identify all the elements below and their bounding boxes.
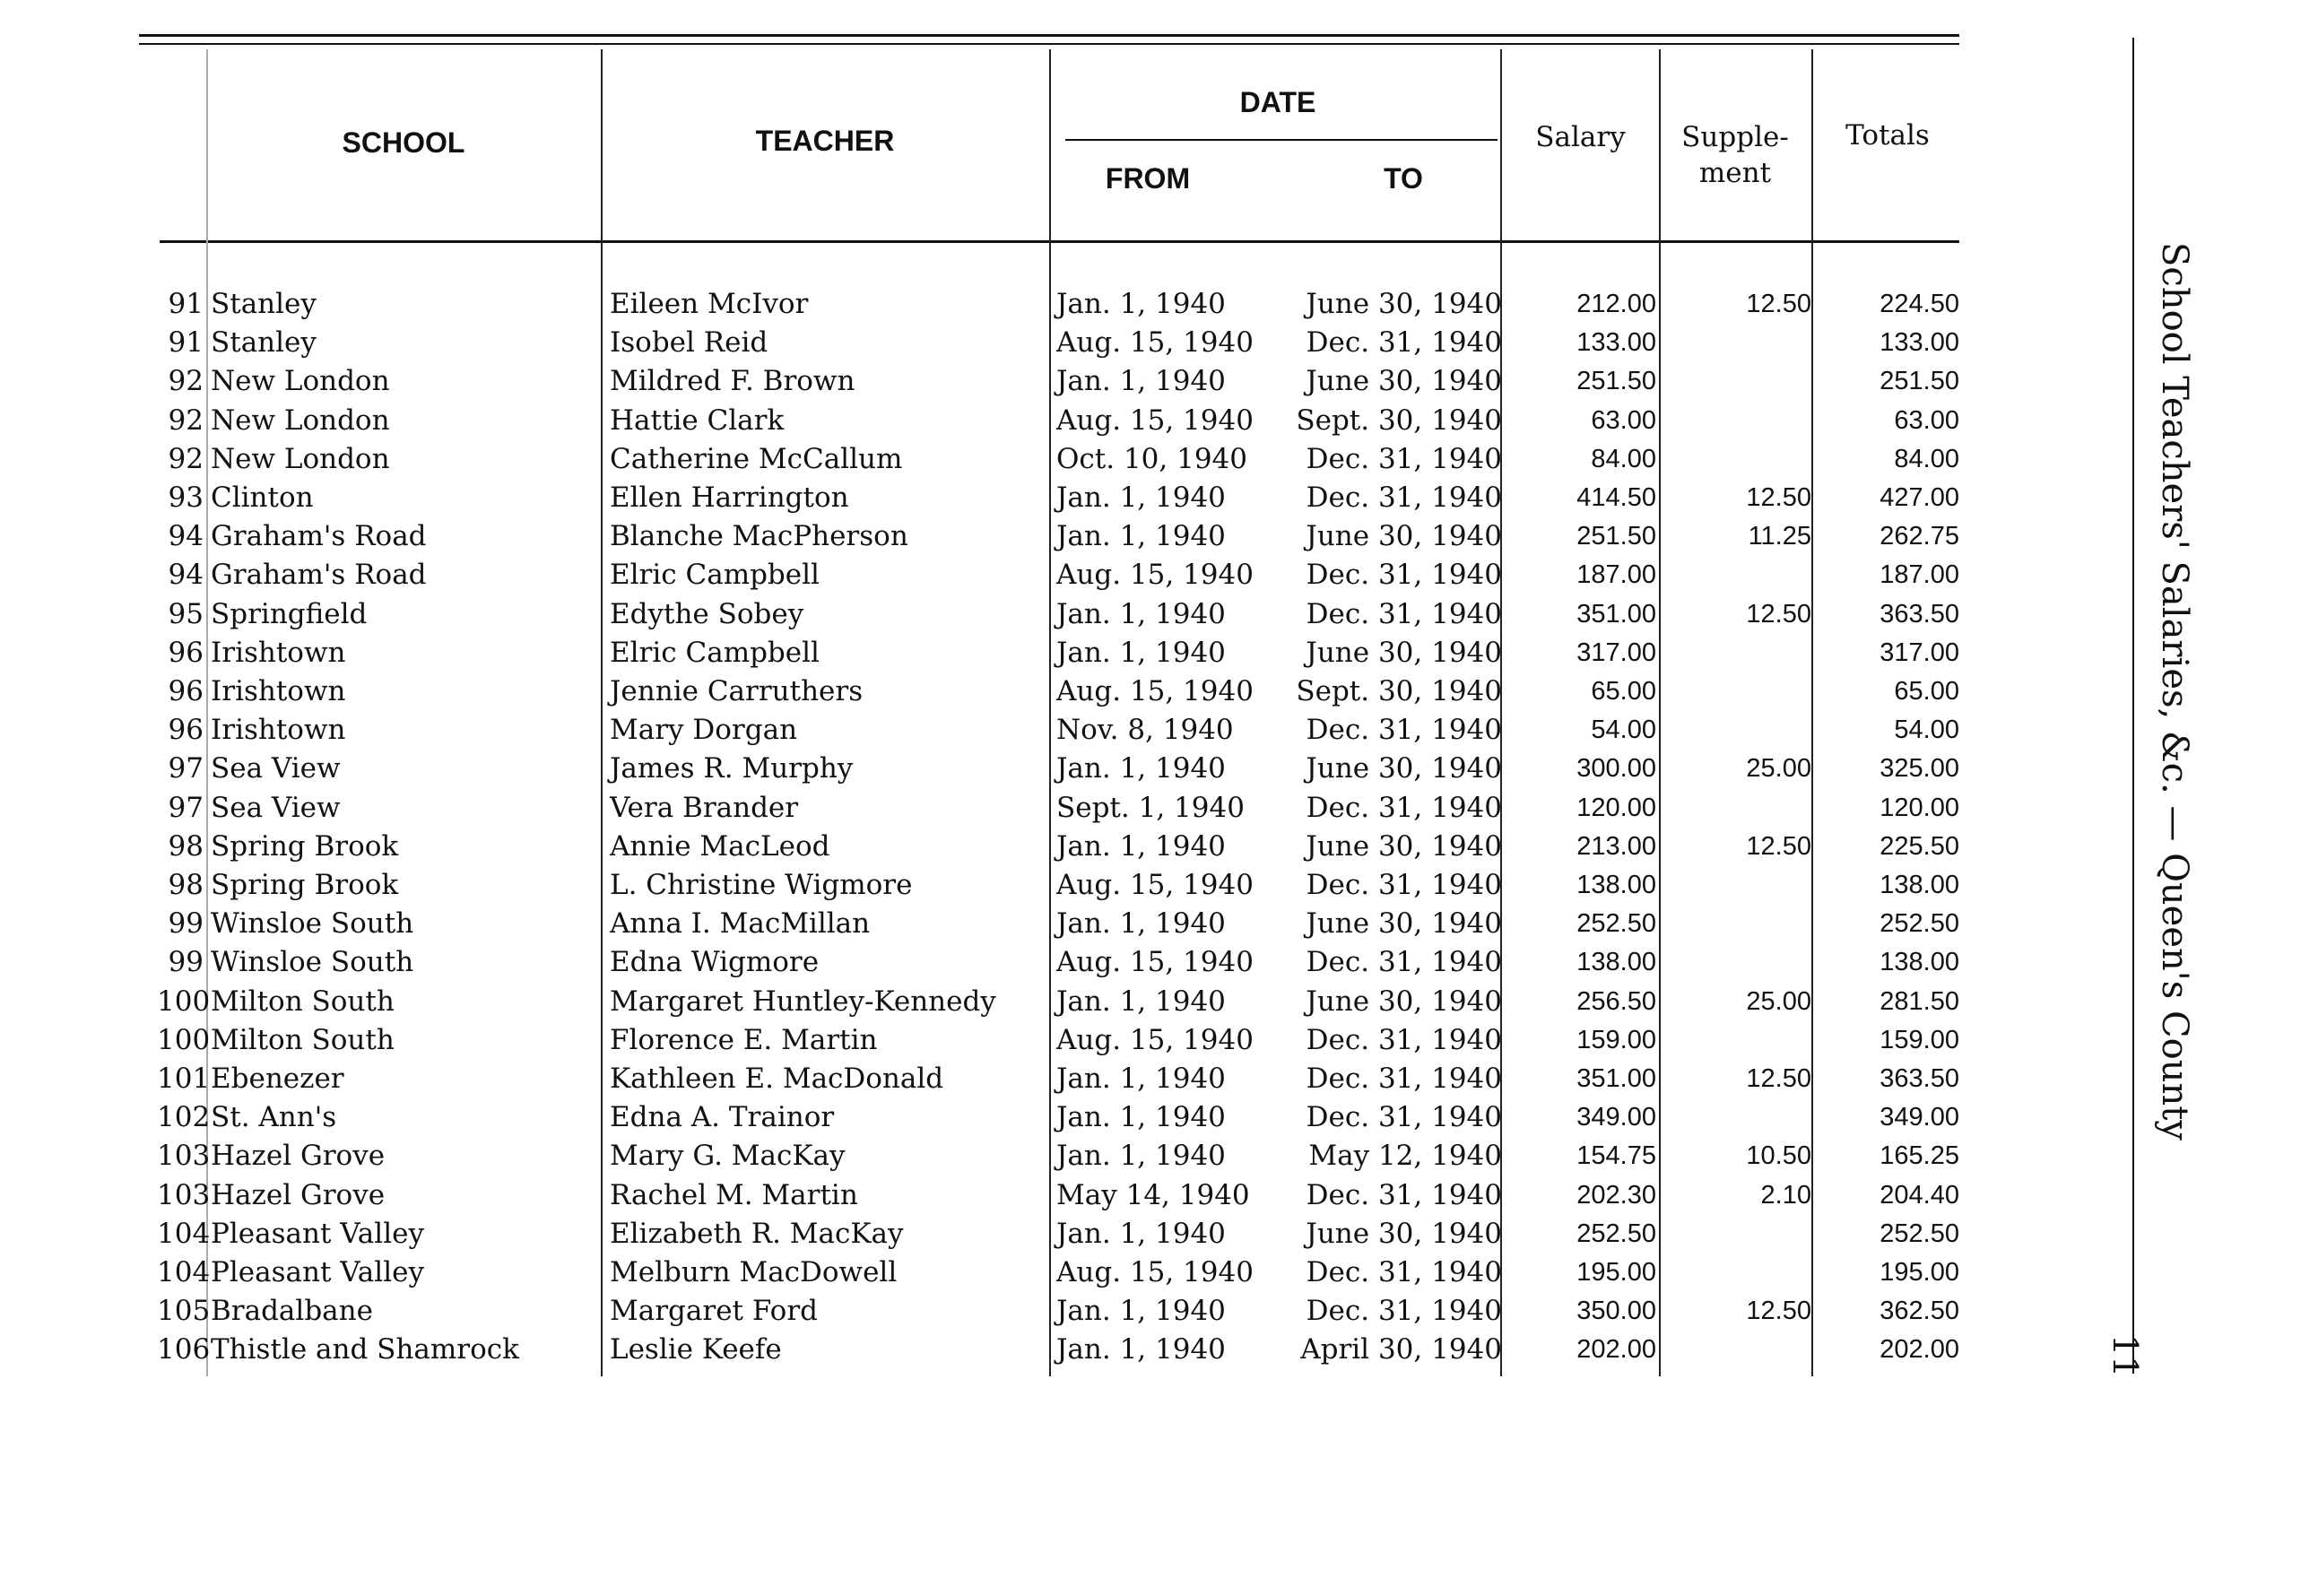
supplement-value (1670, 1253, 1811, 1292)
date-from: Jan. 1, 1940 (1056, 1333, 1226, 1366)
supplement-value: 10.50 (1746, 1141, 1811, 1171)
supplement-value (1670, 943, 1811, 982)
table-row (0, 1253, 1973, 1292)
supplement-value: 12.50 (1746, 1297, 1811, 1326)
row-number: 96 (168, 714, 204, 747)
date-to: Dec. 31, 1940 (1306, 442, 1502, 475)
supplement-value (1670, 1215, 1811, 1253)
date-from: Nov. 8, 1940 (1056, 714, 1234, 747)
table-row (0, 324, 1973, 362)
school-name: Spring Brook (211, 829, 399, 863)
date-to: Dec. 31, 1940 (1306, 1063, 1502, 1095)
teacher-name: Elric Campbell (610, 559, 820, 592)
header-supplement-line2: ment (1698, 157, 1772, 189)
salary-value: 65.00 (1591, 677, 1656, 706)
supplement-value (1670, 440, 1811, 479)
date-from: Aug. 15, 1940 (1056, 675, 1254, 707)
supplement-value (1670, 866, 1811, 905)
date-from: Jan. 1, 1940 (1056, 984, 1226, 1018)
table-row (0, 1176, 1973, 1215)
teacher-name: Florence E. Martin (610, 1023, 878, 1056)
row-number: 92 (168, 442, 204, 475)
date-from: Aug. 15, 1940 (1056, 1023, 1254, 1056)
teacher-name: Hattie Clark (610, 403, 785, 437)
supplement-value: 11.25 (1748, 522, 1811, 551)
supplement-value (1670, 556, 1811, 594)
salary-value: 256.50 (1576, 986, 1656, 1016)
school-name: Winsloe South (211, 946, 414, 979)
table-row (0, 479, 1973, 517)
total-value: 325.00 (1880, 754, 1959, 784)
table-row (0, 1021, 1973, 1060)
date-from: Aug. 15, 1940 (1056, 326, 1254, 360)
table-row (0, 789, 1973, 828)
total-value: 165.25 (1880, 1141, 1959, 1171)
table-row (0, 750, 1973, 788)
teacher-name: Margaret Huntley-Kennedy (610, 984, 996, 1018)
date-to: April 30, 1940 (1300, 1333, 1502, 1366)
table-row (0, 517, 1973, 556)
teacher-name: Mary G. MacKay (610, 1140, 846, 1173)
total-value: 427.00 (1880, 483, 1959, 512)
teacher-name: Margaret Ford (610, 1295, 818, 1328)
side-title: School Teachers' Salaries, &c. — Queen's County (2154, 242, 2195, 1141)
table-row (0, 983, 1973, 1021)
salary-value: 317.00 (1576, 638, 1656, 667)
supplement-value (1670, 324, 1811, 362)
header-date: DATE (1239, 86, 1316, 118)
teacher-name: Ellen Harrington (610, 481, 849, 514)
school-name: St. Ann's (211, 1101, 337, 1134)
table-row (0, 1292, 1973, 1331)
salary-value: 138.00 (1576, 948, 1656, 977)
supplement-value (1670, 711, 1811, 750)
supplement-value: 12.50 (1746, 483, 1811, 512)
date-from: Jan. 1, 1940 (1056, 1217, 1226, 1250)
row-number: 104 (157, 1256, 211, 1288)
salary-value: 349.00 (1576, 1103, 1656, 1132)
total-value: 54.00 (1894, 716, 1959, 745)
total-value: 65.00 (1894, 677, 1959, 706)
salary-value: 120.00 (1576, 793, 1656, 822)
date-from: Jan. 1, 1940 (1056, 1063, 1226, 1095)
salary-value: 63.00 (1591, 405, 1656, 435)
row-number: 94 (168, 559, 204, 592)
date-from: Aug. 15, 1940 (1056, 1256, 1254, 1288)
supplement-value (1670, 1021, 1811, 1060)
date-from: Jan. 1, 1940 (1056, 365, 1226, 398)
school-name: Sea View (211, 791, 341, 824)
salary-value: 154.75 (1576, 1141, 1656, 1171)
salary-value: 159.00 (1576, 1025, 1656, 1054)
teacher-name: Mildred F. Brown (610, 365, 855, 398)
date-from: Jan. 1, 1940 (1056, 829, 1226, 863)
date-to: Dec. 31, 1940 (1306, 1023, 1502, 1056)
total-value: 317.00 (1880, 638, 1959, 667)
supplement-value: 12.50 (1746, 290, 1811, 318)
date-divider-rule (1065, 139, 1498, 141)
row-number: 95 (168, 597, 204, 630)
total-value: 224.50 (1880, 290, 1959, 318)
total-value: 120.00 (1880, 793, 1959, 822)
table-row (0, 362, 1973, 401)
date-to: Dec. 31, 1940 (1306, 791, 1502, 824)
row-number: 93 (168, 481, 204, 514)
header-from: FROM (1105, 162, 1191, 195)
date-to: June 30, 1940 (1306, 1217, 1502, 1250)
date-from: Oct. 10, 1940 (1056, 442, 1247, 475)
school-name: Graham's Road (211, 559, 427, 592)
date-from: Jan. 1, 1940 (1056, 636, 1226, 669)
school-name: Hazel Grove (211, 1178, 386, 1211)
school-name: Irishtown (211, 636, 346, 669)
total-value: 281.50 (1880, 986, 1959, 1016)
school-name: Milton South (211, 1023, 395, 1056)
date-to: Dec. 31, 1940 (1306, 1256, 1502, 1288)
salary-value: 252.50 (1576, 1219, 1656, 1248)
total-value: 138.00 (1880, 871, 1959, 899)
row-number: 96 (168, 636, 204, 669)
school-name: Winsloe South (211, 907, 414, 941)
teacher-name: Elizabeth R. MacKay (610, 1217, 904, 1250)
school-name: Hazel Grove (211, 1140, 386, 1173)
school-name: Irishtown (211, 714, 346, 747)
row-number: 92 (168, 365, 204, 398)
table-row (0, 1215, 1973, 1253)
teacher-name: James R. Murphy (610, 752, 854, 785)
total-value: 204.40 (1880, 1180, 1959, 1210)
date-from: Jan. 1, 1940 (1056, 907, 1226, 941)
table-row (0, 1060, 1973, 1098)
supplement-value (1670, 402, 1811, 440)
school-name: Milton South (211, 984, 395, 1018)
school-name: Bradalbane (211, 1295, 373, 1328)
table-row (0, 1137, 1973, 1175)
salary-value: 212.00 (1576, 290, 1656, 318)
supplement-value: 25.00 (1746, 754, 1811, 784)
row-number: 102 (157, 1101, 211, 1134)
table-row (0, 711, 1973, 750)
row-number: 97 (168, 752, 204, 785)
teacher-name: Mary Dorgan (610, 714, 798, 747)
salary-value: 351.00 (1576, 1064, 1656, 1093)
date-to: Dec. 31, 1940 (1306, 559, 1502, 592)
header-school: SCHOOL (342, 126, 465, 159)
row-number: 98 (168, 869, 204, 901)
date-to: June 30, 1940 (1306, 520, 1502, 553)
side-title-container (2134, 242, 2215, 1372)
top-rule (139, 34, 1959, 37)
date-from: Jan. 1, 1940 (1056, 597, 1226, 630)
row-number: 105 (157, 1295, 211, 1328)
table-row (0, 402, 1973, 440)
table-row (0, 672, 1973, 711)
supplement-value (1670, 362, 1811, 401)
date-to: Dec. 31, 1940 (1306, 597, 1502, 630)
salary-value: 300.00 (1576, 754, 1656, 784)
supplement-value: 12.50 (1746, 831, 1811, 861)
date-from: Jan. 1, 1940 (1056, 1140, 1226, 1173)
teacher-name: Rachel M. Martin (610, 1178, 858, 1211)
teacher-name: L. Christine Wigmore (610, 869, 913, 901)
table-row (0, 905, 1973, 943)
total-value: 252.50 (1880, 909, 1959, 939)
school-name: Thistle and Shamrock (211, 1333, 519, 1366)
date-to: Dec. 31, 1940 (1306, 1295, 1502, 1328)
total-value: 195.00 (1880, 1258, 1959, 1287)
date-to: Sept. 30, 1940 (1296, 675, 1502, 707)
table-row (0, 440, 1973, 479)
supplement-value: 12.50 (1746, 1064, 1811, 1093)
school-name: Graham's Road (211, 520, 427, 553)
supplement-value: 12.50 (1746, 599, 1811, 629)
teacher-name: Vera Brander (610, 791, 799, 824)
total-value: 159.00 (1880, 1025, 1959, 1054)
total-value: 202.00 (1880, 1335, 1959, 1365)
header-supplement-line1: Supple- (1681, 121, 1789, 153)
teacher-name: Elric Campbell (610, 636, 820, 669)
row-number: 97 (168, 791, 204, 824)
teacher-name: Leslie Keefe (610, 1333, 782, 1366)
page-number: 11 (2105, 1334, 2145, 1378)
table-row (0, 828, 1973, 866)
school-name: New London (211, 365, 390, 398)
school-name: New London (211, 442, 390, 475)
table-row (0, 1098, 1973, 1137)
teacher-name: Catherine McCallum (610, 442, 903, 475)
date-from: Sept. 1, 1940 (1056, 791, 1245, 824)
date-from: Jan. 1, 1940 (1056, 1101, 1226, 1134)
salary-value: 202.30 (1576, 1180, 1656, 1210)
date-from: May 14, 1940 (1056, 1178, 1250, 1211)
supplement-value (1670, 905, 1811, 943)
school-name: Springfield (211, 597, 368, 630)
total-value: 362.50 (1880, 1297, 1959, 1326)
row-number: 103 (157, 1140, 211, 1173)
header-teacher: TEACHER (755, 125, 895, 157)
date-from: Aug. 15, 1940 (1056, 946, 1254, 979)
row-number: 91 (168, 326, 204, 360)
date-to: Dec. 31, 1940 (1306, 1178, 1502, 1211)
school-name: Stanley (211, 288, 317, 320)
salary-value: 54.00 (1591, 716, 1656, 745)
salary-value: 138.00 (1576, 871, 1656, 899)
school-name: Spring Brook (211, 869, 399, 901)
total-value: 363.50 (1880, 599, 1959, 629)
salary-value: 350.00 (1576, 1297, 1656, 1326)
table-row (0, 943, 1973, 982)
supplement-value (1670, 672, 1811, 711)
supplement-value (1670, 634, 1811, 672)
date-to: Dec. 31, 1940 (1306, 946, 1502, 979)
teacher-name: Eileen McIvor (610, 288, 809, 320)
total-value: 363.50 (1880, 1064, 1959, 1093)
table-row (0, 1331, 1973, 1369)
date-from: Jan. 1, 1940 (1056, 1295, 1226, 1328)
teacher-name: Isobel Reid (610, 326, 768, 360)
teacher-name: Kathleen E. MacDonald (610, 1063, 944, 1095)
date-from: Jan. 1, 1940 (1056, 752, 1226, 785)
school-name: Pleasant Valley (211, 1217, 424, 1250)
date-to: June 30, 1940 (1306, 636, 1502, 669)
date-from: Aug. 15, 1940 (1056, 403, 1254, 437)
total-value: 133.00 (1880, 328, 1959, 358)
total-value: 84.00 (1894, 444, 1959, 473)
salary-value: 414.50 (1576, 483, 1656, 512)
supplement-value (1670, 1331, 1811, 1369)
header-bottom-rule (160, 240, 1959, 243)
teacher-name: Edna A. Trainor (610, 1101, 835, 1134)
supplement-value: 25.00 (1746, 986, 1811, 1016)
table-row (0, 285, 1973, 324)
date-to: June 30, 1940 (1306, 829, 1502, 863)
total-value: 251.50 (1880, 367, 1959, 396)
school-name: Ebenezer (211, 1063, 344, 1095)
row-number: 98 (168, 829, 204, 863)
school-name: Irishtown (211, 675, 346, 707)
table-row (0, 866, 1973, 905)
row-number: 100 (157, 1023, 211, 1056)
date-to: June 30, 1940 (1306, 288, 1502, 320)
row-number: 99 (168, 946, 204, 979)
total-value: 262.75 (1880, 522, 1959, 551)
school-name: Pleasant Valley (211, 1256, 424, 1288)
salary-value: 195.00 (1576, 1258, 1656, 1287)
salary-value: 202.00 (1576, 1335, 1656, 1365)
teacher-name: Edna Wigmore (610, 946, 820, 979)
teacher-name: Anna I. MacMillan (610, 907, 871, 941)
date-to: Dec. 31, 1940 (1306, 1101, 1502, 1134)
salary-value: 133.00 (1576, 328, 1656, 358)
teacher-name: Edythe Sobey (610, 597, 804, 630)
total-value: 225.50 (1880, 831, 1959, 861)
date-to: May 12, 1940 (1308, 1140, 1502, 1173)
table-row (0, 556, 1973, 594)
school-name: Clinton (211, 481, 314, 514)
salary-value: 187.00 (1576, 560, 1656, 590)
row-number: 103 (157, 1178, 211, 1211)
total-value: 349.00 (1880, 1103, 1959, 1132)
row-number: 99 (168, 907, 204, 941)
salary-value: 351.00 (1576, 599, 1656, 629)
row-number: 101 (157, 1063, 211, 1095)
salary-value: 251.50 (1576, 522, 1656, 551)
total-value: 252.50 (1880, 1219, 1959, 1248)
date-to: Dec. 31, 1940 (1306, 326, 1502, 360)
total-value: 63.00 (1894, 405, 1959, 435)
date-to: Sept. 30, 1940 (1296, 403, 1502, 437)
row-number: 100 (157, 984, 211, 1018)
header-totals: Totals (1845, 119, 1930, 152)
row-number: 92 (168, 403, 204, 437)
date-from: Jan. 1, 1940 (1056, 288, 1226, 320)
salary-value: 213.00 (1576, 831, 1656, 861)
header-salary: Salary (1535, 121, 1626, 153)
date-from: Aug. 15, 1940 (1056, 559, 1254, 592)
teacher-name: Melburn MacDowell (610, 1256, 898, 1288)
total-value: 138.00 (1880, 948, 1959, 977)
supplement-value (1670, 1098, 1811, 1137)
salary-value: 84.00 (1591, 444, 1656, 473)
table-row (0, 634, 1973, 672)
supplement-value: 2.10 (1760, 1180, 1811, 1210)
date-from: Aug. 15, 1940 (1056, 869, 1254, 901)
row-number: 94 (168, 520, 204, 553)
date-to: June 30, 1940 (1306, 907, 1502, 941)
row-number: 91 (168, 288, 204, 320)
date-to: June 30, 1940 (1306, 752, 1502, 785)
row-number: 104 (157, 1217, 211, 1250)
school-name: Sea View (211, 752, 341, 785)
date-from: Jan. 1, 1940 (1056, 481, 1226, 514)
teacher-name: Blanche MacPherson (610, 520, 908, 553)
table-row (0, 595, 1973, 634)
total-value: 187.00 (1880, 560, 1959, 590)
row-number: 106 (157, 1333, 211, 1366)
teacher-name: Annie MacLeod (610, 829, 830, 863)
date-to: June 30, 1940 (1306, 984, 1502, 1018)
date-to: Dec. 31, 1940 (1306, 714, 1502, 747)
date-to: Dec. 31, 1940 (1306, 481, 1502, 514)
salary-value: 252.50 (1576, 909, 1656, 939)
teacher-name: Jennie Carruthers (610, 675, 864, 707)
date-to: Dec. 31, 1940 (1306, 869, 1502, 901)
row-number: 96 (168, 675, 204, 707)
school-name: New London (211, 403, 390, 437)
top-rule-second (139, 43, 1959, 45)
date-to: June 30, 1940 (1306, 365, 1502, 398)
date-from: Jan. 1, 1940 (1056, 520, 1226, 553)
supplement-value (1670, 789, 1811, 828)
school-name: Stanley (211, 326, 317, 360)
salary-value: 251.50 (1576, 367, 1656, 396)
header-to: TO (1384, 162, 1423, 195)
